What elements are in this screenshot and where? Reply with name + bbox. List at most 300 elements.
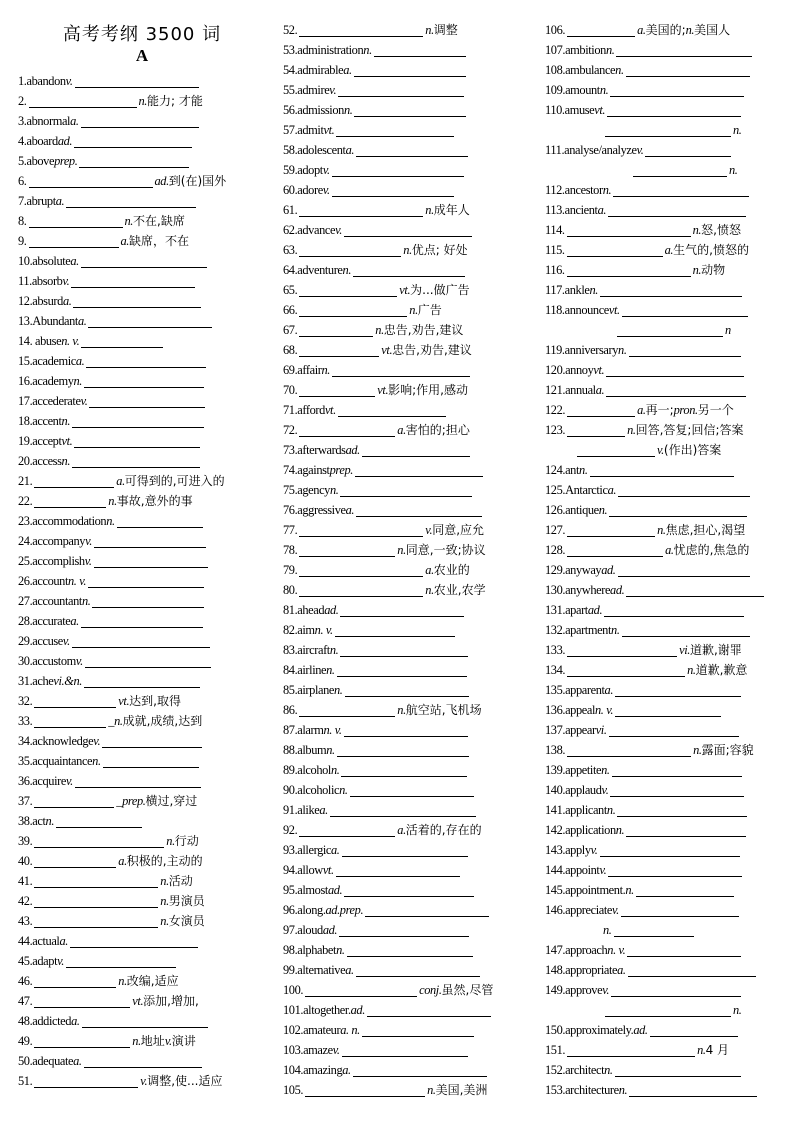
answer-blank[interactable] [34, 873, 158, 888]
part-of-speech: vi.&n. [53, 674, 82, 688]
answer-blank[interactable] [89, 393, 205, 408]
answer-blank[interactable] [336, 122, 454, 137]
answer-blank[interactable] [606, 382, 746, 397]
answer-blank[interactable] [88, 573, 204, 588]
word-entry [18, 1071, 222, 1091]
answer-blank[interactable] [56, 813, 142, 828]
word-entry [18, 911, 205, 931]
part-of-speech: n. [606, 803, 616, 817]
answer-blank[interactable] [614, 922, 694, 937]
answer-blank[interactable] [356, 962, 480, 977]
entry-word: 31.ache [18, 674, 54, 688]
answer-blank[interactable] [84, 373, 204, 388]
word-entry [283, 1020, 476, 1040]
answer-blank[interactable] [75, 773, 201, 788]
part-of-speech: n. [375, 323, 384, 337]
word-entry [545, 360, 746, 380]
entry-word: 148.appropriate [545, 963, 618, 977]
answer-blank[interactable] [81, 333, 163, 348]
answer-blank[interactable] [85, 653, 211, 668]
answer-blank[interactable] [72, 633, 210, 648]
answer-blank[interactable] [82, 1013, 208, 1028]
word-entry [18, 411, 206, 431]
answer-blank[interactable] [34, 693, 116, 708]
entry-word: 70. [283, 383, 298, 397]
part-of-speech: n. [615, 823, 625, 837]
part-of-speech: a. [637, 23, 646, 37]
answer-blank[interactable] [353, 1062, 487, 1077]
answer-blank[interactable] [610, 82, 744, 97]
answer-blank[interactable] [299, 582, 423, 597]
answer-blank[interactable] [84, 673, 200, 688]
answer-blank[interactable] [103, 753, 199, 768]
answer-blank[interactable] [34, 853, 116, 868]
entry-word: 81.ahead [283, 603, 325, 617]
part-of-speech: a. [62, 294, 72, 308]
answer-blank[interactable] [362, 442, 470, 457]
entry-word: 56.admission [283, 103, 344, 117]
answer-blank[interactable] [34, 493, 106, 508]
answer-blank[interactable] [344, 882, 474, 897]
answer-blank[interactable] [626, 62, 750, 77]
entry-word: 120.annoy [545, 363, 594, 377]
answer-blank[interactable] [340, 482, 472, 497]
answer-blank[interactable] [299, 322, 373, 337]
answer-blank[interactable] [74, 433, 200, 448]
answer-blank[interactable] [604, 602, 744, 617]
word-entry [283, 340, 472, 360]
word-entry [545, 1000, 742, 1020]
answer-blank[interactable] [622, 302, 748, 317]
entry-word: 75.agency [283, 483, 330, 497]
chinese-meaning: 忠告,劝告,建议 [392, 343, 472, 357]
word-entry [545, 540, 749, 560]
word-entry [283, 920, 471, 940]
answer-blank[interactable] [305, 1082, 425, 1097]
answer-blank[interactable] [299, 822, 395, 837]
answer-blank[interactable] [341, 762, 467, 777]
entry-word: 152.architect [545, 1063, 605, 1077]
answer-blank[interactable] [34, 793, 114, 808]
answer-blank[interactable] [34, 833, 164, 848]
chinese-meaning: 虽然,尽管 [441, 983, 494, 997]
entry-word: 19.accept [18, 434, 62, 448]
answer-blank[interactable] [347, 942, 473, 957]
answer-blank[interactable] [339, 922, 469, 937]
part-of-speech: ad. [345, 443, 360, 457]
entry-word: 151. [545, 1043, 566, 1057]
answer-blank[interactable] [337, 662, 467, 677]
answer-blank[interactable] [353, 262, 465, 277]
chinese-meaning: 另一个 [697, 403, 734, 417]
entry-word: 29.accuse [18, 634, 63, 648]
answer-blank[interactable] [354, 62, 466, 77]
word-entry [18, 311, 214, 331]
answer-blank[interactable] [629, 342, 741, 357]
answer-blank[interactable] [75, 73, 199, 88]
chinese-meaning: 回答,答复;回信;答案 [635, 423, 744, 437]
chinese-meaning: 积极的,主动的 [126, 854, 203, 868]
chinese-meaning: 动物 [701, 263, 726, 277]
word-entry [545, 1080, 759, 1100]
answer-blank[interactable] [567, 742, 691, 757]
answer-blank[interactable] [626, 582, 764, 597]
part-of-speech: v. [62, 274, 70, 288]
answer-blank[interactable] [72, 413, 204, 428]
word-entry [18, 651, 213, 671]
answer-blank[interactable] [617, 322, 723, 337]
part-of-speech: prep. [54, 154, 78, 168]
answer-blank[interactable] [86, 353, 206, 368]
entry-word: 39. [18, 834, 33, 848]
entry-word: 26.account [18, 574, 69, 588]
answer-blank[interactable] [611, 982, 741, 997]
answer-blank[interactable] [305, 982, 417, 997]
answer-blank[interactable] [34, 973, 116, 988]
word-entry [283, 380, 468, 400]
part-of-speech: n. [425, 583, 434, 597]
answer-blank[interactable] [34, 993, 130, 1008]
part-of-speech: n. [425, 23, 434, 37]
word-entry [545, 580, 766, 600]
entry-word: 74.against [283, 463, 330, 477]
part-of-speech: ad. [633, 1023, 648, 1037]
answer-blank[interactable] [299, 562, 423, 577]
answer-blank[interactable] [609, 502, 747, 517]
answer-blank[interactable] [332, 182, 454, 197]
word-entry [545, 300, 750, 320]
answer-blank[interactable] [70, 933, 198, 948]
entry-word: 107.ambition [545, 43, 606, 57]
answer-blank[interactable] [79, 153, 189, 168]
answer-blank[interactable] [567, 402, 635, 417]
word-entry [545, 560, 752, 580]
answer-blank[interactable] [340, 642, 468, 657]
answer-blank[interactable] [615, 682, 741, 697]
answer-blank[interactable] [299, 422, 395, 437]
answer-blank[interactable] [299, 282, 397, 297]
chinese-meaning: 不在,缺席 [133, 214, 185, 228]
chinese-meaning: 航空站,飞机场 [405, 703, 482, 717]
answer-blank[interactable] [608, 202, 746, 217]
part-of-speech: a. [75, 354, 85, 368]
answer-blank[interactable] [650, 1022, 738, 1037]
entry-word: 80. [283, 583, 298, 597]
entry-word: 100. [283, 983, 304, 997]
part-of-speech: v. [164, 1034, 172, 1048]
word-entry [545, 1040, 729, 1060]
answer-blank[interactable] [81, 253, 207, 268]
answer-blank[interactable] [577, 442, 655, 457]
answer-blank[interactable] [344, 722, 468, 737]
answer-blank[interactable] [629, 1082, 757, 1097]
answer-blank[interactable] [613, 182, 749, 197]
chinese-meaning: 农业的 [433, 563, 470, 577]
answer-blank[interactable] [567, 522, 655, 537]
part-of-speech: n. [326, 743, 335, 757]
answer-blank[interactable] [365, 902, 489, 917]
word-entry [545, 480, 752, 500]
word-entry [18, 871, 193, 891]
word-entry [545, 440, 721, 460]
answer-blank[interactable] [607, 102, 741, 117]
answer-blank[interactable] [590, 462, 734, 477]
answer-blank[interactable] [633, 162, 727, 177]
answer-blank[interactable] [617, 802, 747, 817]
word-entry [283, 320, 463, 340]
part-of-speech: n. [604, 1063, 613, 1077]
entry-word: 9. [18, 234, 27, 248]
part-of-speech: a. [345, 143, 355, 157]
chinese-meaning: 事故,意外的事 [116, 494, 193, 508]
answer-blank[interactable] [66, 193, 196, 208]
chinese-meaning: 露面;容貌 [701, 743, 754, 757]
part-of-speech: n. v. [595, 703, 614, 717]
answer-blank[interactable] [299, 202, 423, 217]
answer-blank[interactable] [355, 462, 483, 477]
answer-blank[interactable] [600, 282, 742, 297]
answer-blank[interactable] [71, 273, 195, 288]
answer-blank[interactable] [84, 1053, 202, 1068]
word-entry [283, 640, 470, 660]
word-entry [283, 1080, 487, 1100]
part-of-speech: n. [61, 414, 71, 428]
answer-blank[interactable] [338, 402, 446, 417]
answer-blank[interactable] [645, 142, 731, 157]
chinese-meaning: 忠告,劝告,建议 [383, 323, 464, 337]
answer-blank[interactable] [94, 533, 206, 548]
word-entry [283, 80, 466, 100]
answer-blank[interactable] [567, 22, 635, 37]
chinese-meaning: 农业,农学 [433, 583, 486, 597]
word-entry [545, 980, 743, 1000]
entry-word: 132.apartment [545, 623, 612, 637]
part-of-speech: n. [657, 523, 666, 537]
answer-blank[interactable] [567, 422, 625, 437]
answer-blank[interactable] [72, 453, 200, 468]
answer-blank[interactable] [618, 482, 750, 497]
answer-blank[interactable] [374, 42, 466, 57]
answer-blank[interactable] [354, 102, 466, 117]
answer-blank[interactable] [636, 882, 734, 897]
answer-blank[interactable] [88, 313, 212, 328]
answer-blank[interactable] [299, 702, 395, 717]
answer-blank[interactable] [345, 682, 469, 697]
answer-blank[interactable] [362, 1022, 474, 1037]
chinese-meaning: 4 月 [705, 1043, 730, 1057]
word-entry [18, 271, 197, 291]
answer-blank[interactable] [567, 1042, 695, 1057]
answer-blank[interactable] [34, 473, 114, 488]
answer-blank[interactable] [616, 42, 752, 57]
answer-blank[interactable] [608, 862, 742, 877]
answer-blank[interactable] [615, 1062, 741, 1077]
answer-blank[interactable] [567, 662, 685, 677]
part-of-speech: n. [363, 43, 372, 57]
answer-blank[interactable] [609, 722, 739, 737]
answer-blank[interactable] [367, 1002, 491, 1017]
entry-word: 14. abuse [18, 334, 62, 348]
answer-blank[interactable] [350, 782, 474, 797]
answer-blank[interactable] [332, 162, 464, 177]
answer-blank[interactable] [356, 502, 482, 517]
answer-blank[interactable] [618, 562, 750, 577]
answer-blank[interactable] [74, 133, 192, 148]
part-of-speech: n. [106, 514, 115, 528]
part-of-speech: n. [733, 1003, 742, 1017]
word-entry [283, 780, 476, 800]
entry-word: 123. [545, 423, 566, 437]
answer-blank[interactable] [29, 93, 137, 108]
entry-word: 137.appear [545, 723, 596, 737]
part-of-speech: n. [611, 623, 620, 637]
part-of-speech: v. [62, 634, 70, 648]
part-of-speech: ad. [587, 603, 603, 617]
part-of-speech: vt. [377, 383, 389, 397]
answer-blank[interactable] [605, 1002, 731, 1017]
word-entry [545, 860, 744, 880]
answer-blank[interactable] [622, 622, 750, 637]
word-entry [545, 340, 743, 360]
answer-blank[interactable] [299, 542, 395, 557]
word-entry [283, 620, 457, 640]
answer-blank[interactable] [342, 842, 468, 857]
answer-blank[interactable] [337, 742, 469, 757]
answer-blank[interactable] [621, 902, 739, 917]
answer-blank[interactable] [94, 553, 208, 568]
word-entry [545, 260, 725, 280]
answer-blank[interactable] [356, 142, 468, 157]
answer-blank[interactable] [335, 622, 455, 637]
entry-word: 94.allow [283, 863, 323, 877]
part-of-speech: n. [598, 503, 608, 517]
part-of-speech: ad. [57, 134, 73, 148]
chinese-meaning: 成年人 [433, 203, 470, 217]
answer-blank[interactable] [34, 913, 158, 928]
part-of-speech: n. [687, 663, 696, 677]
entry-word: 145.appointment. [545, 883, 626, 897]
word-entry [545, 200, 748, 220]
answer-blank[interactable] [628, 962, 756, 977]
part-of-speech: n. [627, 423, 636, 437]
word-entry [18, 991, 199, 1011]
answer-blank[interactable] [34, 713, 106, 728]
answer-blank[interactable] [29, 213, 123, 228]
answer-blank[interactable] [567, 262, 691, 277]
answer-blank[interactable] [34, 893, 158, 908]
entry-word: 147.approach [545, 943, 608, 957]
answer-blank[interactable] [299, 522, 423, 537]
word-entry [545, 420, 744, 440]
word-entry [283, 300, 442, 320]
word-entry [18, 571, 206, 591]
part-of-speech: n. [339, 783, 348, 797]
answer-blank[interactable] [102, 733, 202, 748]
entry-word: 37. [18, 794, 33, 808]
entry-word: 65. [283, 283, 298, 297]
word-entry [283, 880, 476, 900]
part-of-speech: conj. [419, 983, 442, 997]
entry-word: 77. [283, 523, 298, 537]
answer-blank[interactable] [610, 782, 744, 797]
answer-blank[interactable] [567, 242, 663, 257]
chinese-meaning: 道歉,谢罪 [689, 643, 742, 657]
answer-blank[interactable] [340, 602, 464, 617]
answer-blank[interactable] [615, 702, 721, 717]
answer-blank[interactable] [92, 593, 204, 608]
chinese-meaning: 缺席，不在 [129, 234, 190, 248]
answer-blank[interactable] [29, 173, 153, 188]
part-of-speech: a. [637, 403, 646, 417]
part-of-speech: n. [166, 834, 175, 848]
word-entry [18, 631, 212, 651]
chinese-meaning: 害怕的;担心 [405, 423, 470, 437]
answer-blank[interactable] [600, 842, 740, 857]
answer-blank[interactable] [66, 953, 176, 968]
word-entry [18, 391, 207, 411]
part-of-speech: n. [409, 303, 418, 317]
answer-blank[interactable] [299, 22, 423, 37]
answer-blank[interactable] [567, 542, 663, 557]
part-of-speech: n. [45, 814, 55, 828]
word-entry [283, 940, 475, 960]
answer-blank[interactable] [342, 1042, 468, 1057]
answer-blank[interactable] [567, 222, 691, 237]
part-of-speech: a. [345, 503, 355, 517]
word-entry [545, 380, 748, 400]
answer-blank[interactable] [73, 293, 201, 308]
answer-blank[interactable] [627, 942, 741, 957]
word-entry [545, 680, 743, 700]
answer-blank[interactable] [81, 113, 199, 128]
entry-word: 96.along. [283, 903, 326, 917]
part-of-speech: v. [611, 903, 619, 917]
answer-blank[interactable] [299, 382, 375, 397]
answer-blank[interactable] [338, 82, 464, 97]
entry-word: 144.appoint [545, 863, 600, 877]
answer-blank[interactable] [29, 233, 119, 248]
answer-blank[interactable] [606, 362, 744, 377]
answer-blank[interactable] [34, 1073, 138, 1088]
word-entry [545, 900, 741, 920]
answer-blank[interactable] [567, 642, 677, 657]
part-of-speech: v. [601, 783, 609, 797]
word-entry [18, 211, 185, 231]
chinese-meaning: 横过,穿过 [145, 794, 198, 808]
part-of-speech: n. [603, 923, 612, 937]
entry-word: 135.apparent [545, 683, 605, 697]
answer-blank[interactable] [34, 1033, 130, 1048]
answer-blank[interactable] [117, 513, 203, 528]
answer-blank[interactable] [612, 762, 742, 777]
answer-blank[interactable] [81, 613, 203, 628]
answer-blank[interactable] [299, 302, 407, 317]
chinese-meaning: 优点; 好处 [411, 243, 468, 257]
answer-blank[interactable] [605, 122, 731, 137]
answer-blank[interactable] [626, 822, 746, 837]
word-entry [18, 771, 203, 791]
part-of-speech: n. [160, 874, 169, 888]
answer-blank[interactable] [330, 802, 476, 817]
word-entry [545, 960, 758, 980]
answer-blank[interactable] [299, 342, 379, 357]
part-of-speech: v. [332, 1043, 340, 1057]
answer-blank[interactable] [332, 362, 470, 377]
word-entry [545, 400, 734, 420]
answer-blank[interactable] [344, 222, 472, 237]
answer-blank[interactable] [299, 242, 401, 257]
answer-blank[interactable] [336, 862, 460, 877]
